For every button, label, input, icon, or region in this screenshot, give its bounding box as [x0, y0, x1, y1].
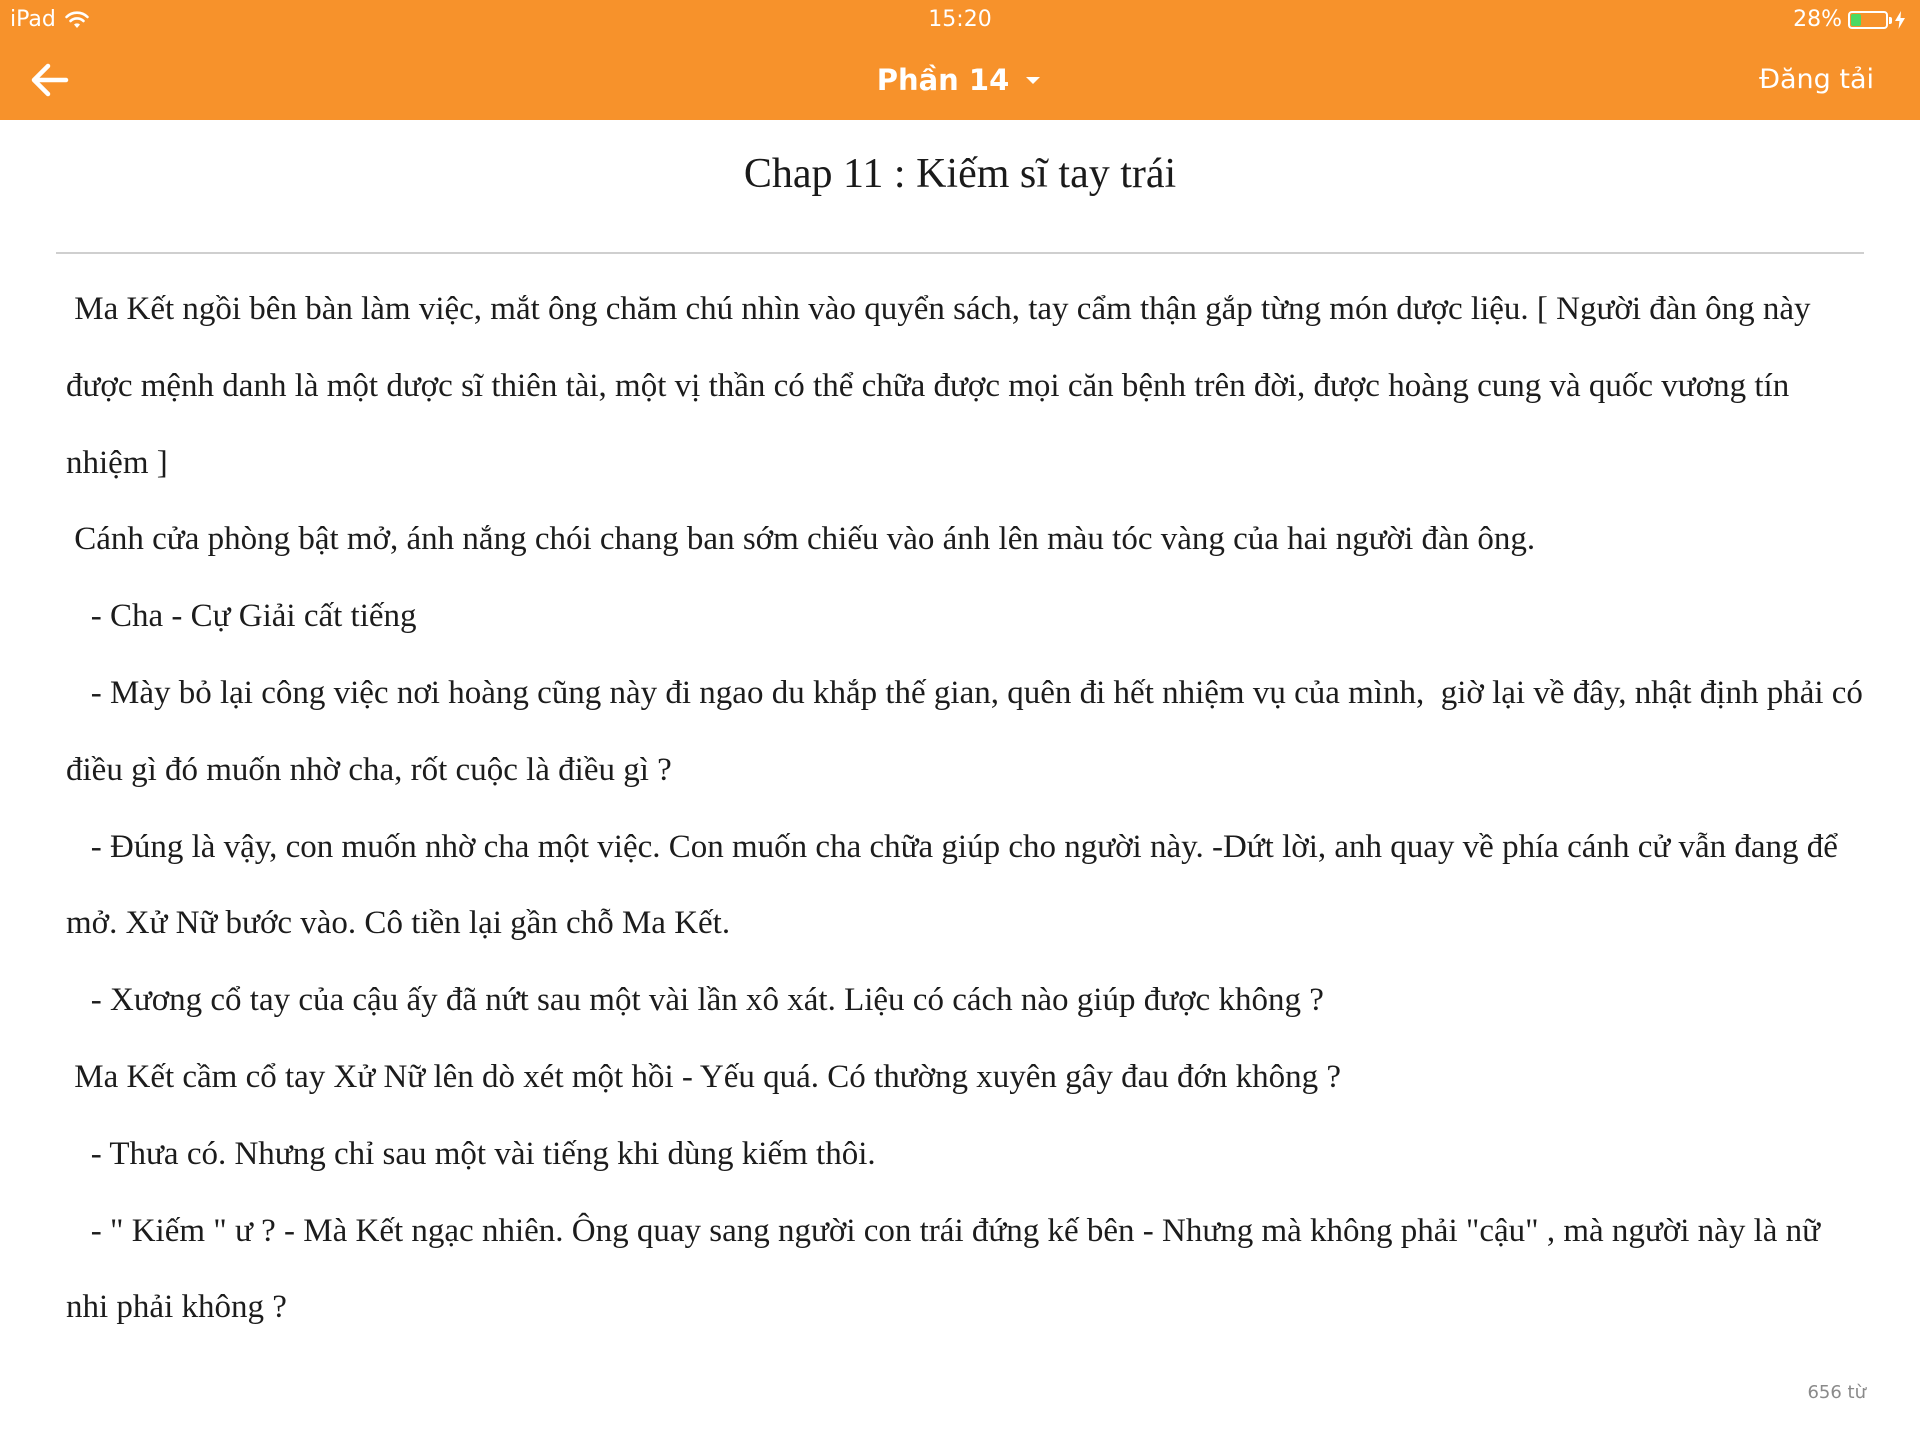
title-divider: [56, 252, 1864, 254]
caret-down-icon[interactable]: [1023, 73, 1043, 87]
part-selector-label[interactable]: Phần 14: [876, 63, 1010, 97]
paragraph: Cánh cửa phòng bật mở, ánh nắng chói chang ban sớm chiếu vào ánh lên màu tóc vàng của hai người đàn ông.: [66, 521, 1536, 558]
nav-bar: [0, 40, 1920, 120]
battery-icon: [1848, 11, 1888, 29]
paragraph: Ma Kết cầm cổ tay Xử Nữ lên dò xét một hồi - Yếu quá. Có thường xuyên gây đau đớn không ?: [66, 1058, 1342, 1095]
paragraph: - Mày bỏ lại công việc nơi hoàng cũng này đi ngao du khắp thế gian, quên đi hết nhiệm vụ của mình, giờ lại về đây, nhật định phải có điều gì đó muốn nhờ cha, rốt cuộc là điều gì ?: [66, 674, 1872, 788]
chapter-title: Chap 11 : Kiếm sĩ tay trái: [743, 151, 1177, 197]
battery-level-fill: [1851, 14, 1861, 26]
part-selector: [0, 40, 1920, 120]
status-time: 15:20: [928, 7, 992, 32]
paragraph: - Xương cổ tay của cậu ấy đã nứt sau một vài lần xô xát. Liệu có cách nào giúp được không ?: [66, 982, 1324, 1019]
paragraph: - " Kiếm " ư ? - Mà Kết ngạc nhiên. Ông quay sang người con trái đứng kế bên - Nhưng mà không phải "cậu" , mà người này là nữ nhi phải không ?: [66, 1212, 1829, 1326]
paragraph: - Đúng là vậy, con muốn nhờ cha một việc. Con muốn cha chữa giúp cho người này. -Dứt lời, anh quay về phía cánh cử vẫn đang để mở. Xử Nữ bước vào. Cô tiền lại gần chỗ Ma Kết.: [66, 828, 1847, 942]
arrow-left-icon: [30, 62, 70, 98]
paragraph: Ma Kết ngồi bên bàn làm việc, mắt ông chăm chú nhìn vào quyển sách, tay cẩm thận gắp từng món dược liệu. [ Người đàn ông này được mệnh danh là một dược sĩ thiên tài, một vị thần có thể chữa được mọi căn bệnh trên đời, được hoàng cung và quốc vương tín nhiệm ]: [66, 291, 1819, 481]
paragraph: - Thưa có. Nhưng chỉ sau một vài tiếng khi dùng kiếm thôi.: [66, 1135, 876, 1172]
battery-percent: 28%: [1793, 7, 1842, 32]
status-right: [1793, 0, 1906, 40]
paragraph: - Cha - Cự Giải cất tiếng: [66, 598, 417, 635]
charging-bolt-icon: [1894, 10, 1906, 30]
word-count: 656 từ: [1807, 1382, 1866, 1403]
top-bar: [0, 0, 1920, 120]
status-bar: [0, 0, 1920, 40]
publish-button[interactable]: Đăng tải: [1759, 64, 1874, 95]
chapter-body[interactable]: [66, 271, 1872, 1346]
back-button[interactable]: [24, 54, 76, 106]
device-name: iPad: [10, 7, 56, 32]
